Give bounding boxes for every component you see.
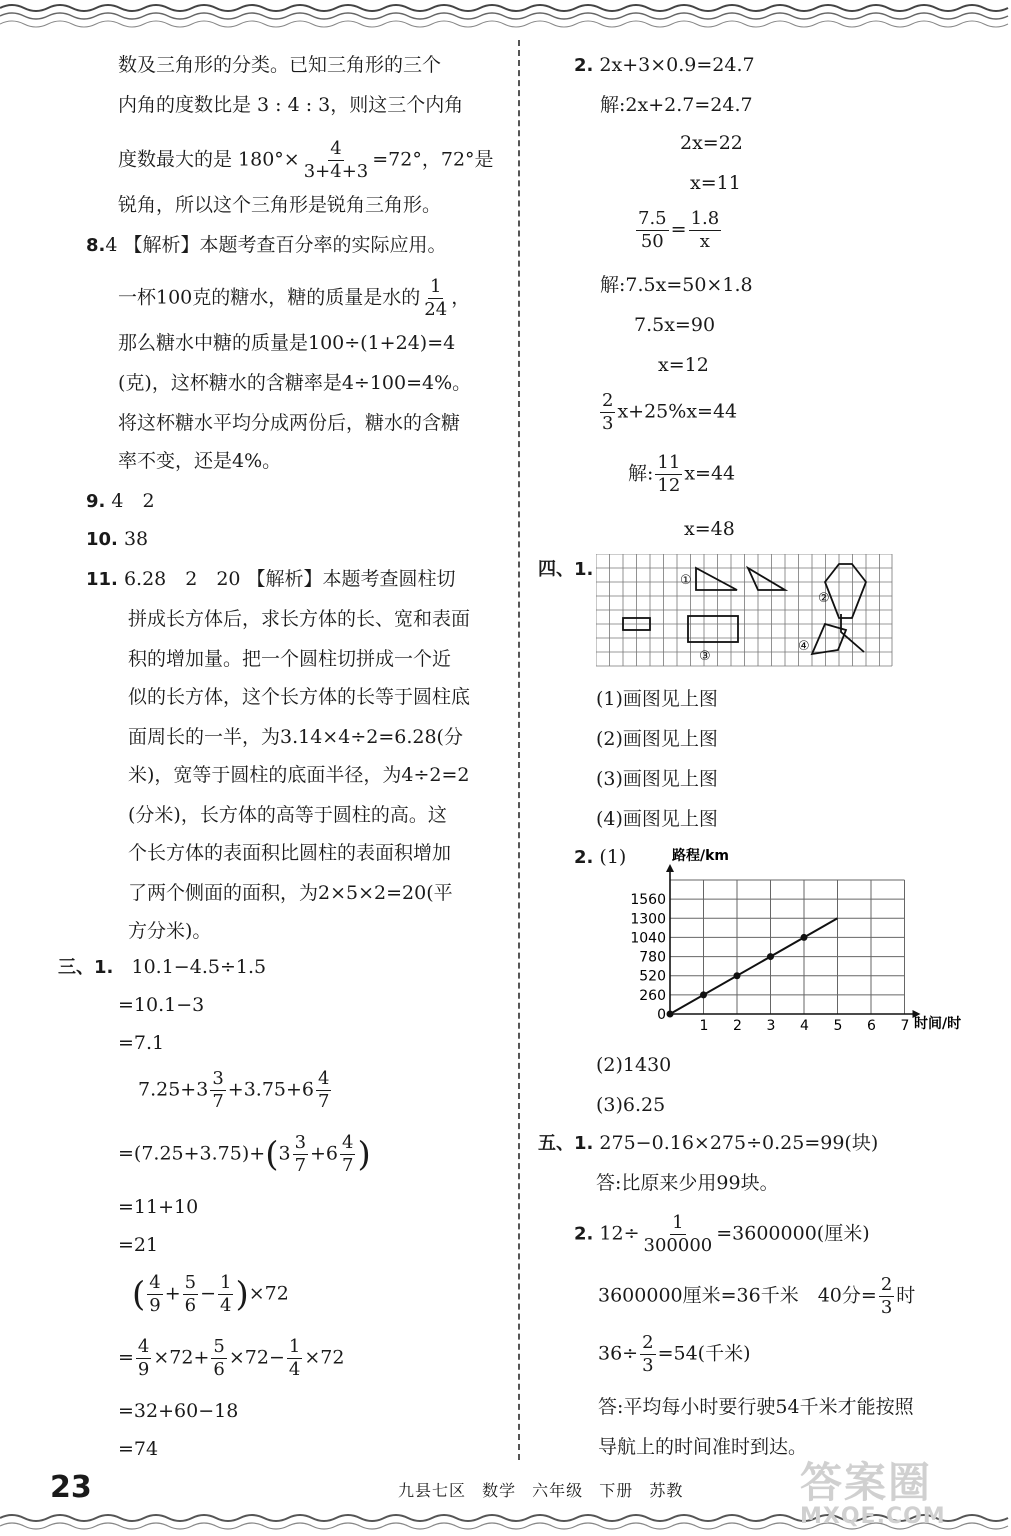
text: ，	[451, 286, 471, 309]
text: 6.28 2 20 【解析】本题考查圆柱切	[123, 568, 456, 590]
r-eq3-line-2	[628, 452, 735, 497]
q11-line-4: 似的长方体，这个长方体的长等于圆柱底	[128, 686, 471, 708]
y-tick-label: 0	[657, 1007, 666, 1023]
chart-y-label: 路程/km	[672, 848, 730, 864]
q8-line-5: 将这杯糖水平均分成两份后，糖水的含糖	[118, 412, 461, 434]
question-number: 2.	[574, 1223, 594, 1245]
denominator: 7	[294, 1155, 307, 1176]
q11-line-1	[86, 566, 456, 593]
text: ×72	[248, 1282, 289, 1305]
s5-q2-line-3	[598, 1332, 751, 1377]
q11-line-6: 米)，宽等于圆柱的底面半径，为4÷2=2	[128, 764, 470, 786]
fraction	[287, 1336, 302, 1381]
q4-2-answer-2: (2)1430	[596, 1054, 672, 1076]
numerator: 4	[330, 138, 342, 159]
denominator: 4	[220, 1295, 232, 1316]
x-tick-label: 1	[699, 1018, 709, 1034]
x-tick-label: 6	[867, 1018, 876, 1034]
text: x+25%x=44	[617, 400, 738, 423]
denominator: 12	[657, 475, 681, 496]
section-label: 五、1.	[538, 1133, 594, 1154]
triangle-2	[748, 568, 785, 590]
q11-line-2: 拼成长方体后，求长方体的长、宽和表面	[128, 608, 471, 630]
data-point	[801, 934, 808, 941]
text: ×72+	[153, 1346, 210, 1369]
fraction	[210, 1068, 225, 1113]
text: 7.25+3	[138, 1078, 209, 1101]
fraction	[636, 208, 669, 253]
text: =	[118, 1346, 134, 1369]
q9-line	[86, 488, 155, 515]
page-number: 23	[50, 1470, 92, 1505]
numerator: 4	[149, 1272, 161, 1293]
r-eq3-line-3: x=48	[684, 518, 735, 540]
text: 4 2	[111, 490, 155, 512]
s5-q2-line-2	[598, 1274, 915, 1319]
data-point	[667, 1011, 674, 1018]
x-tick-label: 4	[800, 1018, 809, 1034]
denominator: 7	[212, 1091, 224, 1112]
text: 12÷	[599, 1222, 640, 1245]
chart-x-label: 时间/时	[914, 1016, 962, 1032]
r-q2-line-4: x=11	[690, 172, 741, 194]
numerator: 5	[184, 1272, 197, 1293]
s5-q2-line-4: 答:平均每小时要行驶54千米才能按照	[598, 1396, 914, 1418]
numerator: 2	[642, 1332, 654, 1353]
top-wave-border	[0, 0, 1011, 34]
calc-2-line-2: =(7.25+3.75)+(3 $\frac{3}{7}$ +6 $\frac{4}{7}$ )	[118, 1132, 371, 1176]
footer-text: 九县七区 数学 六年级 下册 苏教	[398, 1481, 684, 1500]
text: (1)	[599, 846, 627, 868]
denominator: 4	[288, 1359, 301, 1380]
calc-2-line-4: =21	[118, 1234, 159, 1256]
text: 4 【解析】本题考查百分率的实际应用。	[105, 234, 447, 256]
r-prop-line-2: 解:7.5x=50×1.8	[600, 274, 753, 296]
numerator: 1	[430, 276, 442, 297]
numerator: 1	[288, 1336, 301, 1357]
left-line-3	[118, 138, 494, 183]
numerator: 5	[213, 1336, 225, 1357]
fraction	[879, 1274, 894, 1319]
left-line-2: 内角的度数比是 3 : 4 : 3，则这三个内角	[118, 94, 464, 116]
x-tick-label: 7	[900, 1018, 910, 1034]
denominator: 7	[342, 1155, 354, 1176]
fraction	[147, 1272, 162, 1317]
watermark-main: 答案圈	[800, 1458, 933, 1507]
y-tick-label: 260	[639, 987, 666, 1004]
text: 36÷	[598, 1342, 639, 1365]
data-point	[734, 972, 741, 979]
fraction	[136, 1336, 151, 1381]
fraction	[211, 1336, 226, 1381]
numerator: 3	[294, 1132, 307, 1153]
text: ×72−	[228, 1346, 285, 1369]
question-number: 9.	[86, 491, 106, 512]
q11-line-8: 个长方体的表面积比圆柱的表面积增加	[128, 842, 452, 864]
text: 3600000厘米=36千米 40分=	[598, 1284, 877, 1307]
denominator: 50	[640, 231, 664, 252]
fraction	[293, 1132, 308, 1177]
denominator: 7	[318, 1091, 330, 1112]
text: 2x+3×0.9=24.7	[599, 54, 755, 76]
numerator: 4	[318, 1068, 330, 1089]
drawing-answer-4: (4)画图见上图	[596, 808, 718, 830]
x-tick-label: 2	[733, 1018, 742, 1034]
q11-line-7: (分米)，长方体的高等于圆柱的高。这	[128, 804, 447, 826]
fraction	[640, 1332, 655, 1377]
text: =(7.25+3.75)+	[118, 1142, 266, 1165]
calc-1-line-2: =10.1−3	[118, 994, 205, 1016]
numerator: 2	[880, 1274, 893, 1295]
y-tick-label: 1300	[630, 911, 666, 928]
r-q2-line-3: 2x=22	[680, 132, 743, 154]
denominator: 9	[149, 1295, 161, 1316]
numerator: 1	[672, 1212, 684, 1233]
fraction	[302, 138, 371, 183]
numerator: 7.5	[638, 208, 667, 229]
calc-3-line-2	[118, 1336, 344, 1381]
r-q2-line-1	[574, 52, 755, 79]
text: 10.1−4.5÷1.5	[131, 956, 267, 978]
q8-line-4: (克)，这杯糖水的含糖率是4÷100=4%。	[118, 372, 472, 394]
text: ×72	[304, 1346, 345, 1369]
data-point	[700, 991, 707, 998]
text: 一杯100克的糖水，糖的质量是水的	[118, 286, 421, 309]
q10-line	[86, 526, 148, 553]
r-prop-line-3: 7.5x=90	[634, 314, 716, 336]
question-number: 2.	[574, 847, 594, 868]
numerator: 1	[220, 1272, 232, 1293]
question-number: 10.	[86, 529, 118, 550]
numerator: 4	[137, 1336, 150, 1357]
paren: )	[357, 1134, 371, 1175]
y-tick-label: 780	[639, 949, 666, 966]
q11-line-9: 了两个侧面的面积，为2×5×2=20(平	[128, 882, 453, 904]
r-prop-line-4: x=12	[658, 354, 709, 376]
watermark	[800, 1450, 946, 1529]
fraction	[655, 452, 682, 497]
section-label: 四、1.	[538, 559, 594, 580]
text: 38	[123, 528, 149, 550]
denominator: 24	[424, 299, 448, 320]
q11-line-3: 积的增加量。把一个圆柱切拼成一个近	[128, 648, 452, 670]
drawing-answer-2: (2)画图见上图	[596, 728, 718, 750]
grid-mark-1: ①	[680, 573, 692, 588]
grid-mark-2: ②	[818, 591, 830, 606]
denominator: 300000	[643, 1235, 713, 1256]
s5-q1-line-2: 答:比原来少用99块。	[596, 1172, 779, 1194]
data-point	[767, 953, 774, 960]
grid-lines	[596, 554, 892, 666]
y-axis-arrow	[666, 864, 674, 872]
x-tick-label: 3	[766, 1018, 776, 1034]
text: =54(千米)	[657, 1342, 751, 1365]
q8-line-2	[118, 276, 470, 321]
section-3-calc-1-line-1	[58, 954, 266, 981]
s5-q2-line-1	[574, 1212, 870, 1257]
series-line	[670, 918, 838, 1014]
question-number: 2.	[574, 55, 594, 76]
fraction	[600, 390, 615, 435]
calc-3-line-3: =32+60−18	[118, 1400, 239, 1422]
text: =	[670, 218, 687, 241]
text: 度数最大的是 180°×	[118, 148, 300, 171]
fraction	[689, 208, 722, 253]
fraction	[316, 1068, 331, 1113]
chart-series	[667, 918, 838, 1017]
q8-line-1	[86, 232, 447, 259]
denominator: x	[699, 231, 710, 252]
text: x=44	[684, 462, 736, 485]
numerator: 4	[342, 1132, 354, 1153]
fraction	[340, 1132, 355, 1177]
denominator: 6	[184, 1295, 197, 1316]
calc-3-line-4: =74	[118, 1438, 159, 1460]
column-divider	[518, 40, 520, 1460]
watermark-sub: MXQE.COM	[800, 1504, 946, 1529]
text: 275−0.16×275÷0.25=99(块)	[599, 1132, 879, 1154]
y-tick-label: 520	[639, 968, 666, 985]
fraction	[642, 1212, 715, 1257]
drawing-answer-3: (3)画图见上图	[596, 768, 718, 790]
question-number: 11.	[86, 569, 118, 590]
q4-2-answer-3: (3)6.25	[596, 1094, 666, 1116]
r-prop-line-1	[634, 208, 723, 253]
denominator: 3	[880, 1297, 893, 1318]
grid-mark-4: ④	[798, 639, 810, 654]
text: 解:	[628, 462, 654, 485]
y-tick-label: 1040	[630, 930, 666, 947]
fraction	[183, 1272, 198, 1317]
section-4-label	[538, 556, 593, 583]
s5-q1-line-1	[538, 1130, 878, 1157]
q11-line-10: 方分米)。	[128, 920, 212, 942]
left-line-1: 数及三角形的分类。已知三角形的三个	[118, 54, 442, 76]
grid-drawing	[596, 554, 894, 668]
paren: (	[265, 1134, 279, 1175]
paren: (	[132, 1274, 146, 1315]
calc-1-line-3: =7.1	[118, 1032, 165, 1054]
numerator: 11	[657, 452, 681, 473]
distance-time-chart	[600, 844, 990, 1036]
fraction	[422, 276, 449, 321]
calc-2-line-1	[138, 1068, 333, 1113]
x-tick-label: 5	[833, 1018, 843, 1034]
r-q2-line-2: 解:2x+2.7=24.7	[600, 94, 753, 116]
grid-mark-3: ③	[699, 649, 711, 664]
section-label: 三、1.	[58, 957, 114, 978]
denominator: 3	[602, 413, 614, 434]
calc-2-line-3: =11+10	[118, 1196, 199, 1218]
numerator: 1.8	[690, 208, 720, 229]
paren: )	[235, 1274, 249, 1315]
text: =3600000(厘米)	[716, 1222, 870, 1245]
r-eq3-line-1	[598, 390, 737, 435]
calc-3-line-1: ( $\frac{4}{9}$ + $\frac{5}{6}$ − $\frac{1}{4}$ )×72	[132, 1272, 289, 1316]
drawing-answer-1: (1)画图见上图	[596, 688, 718, 710]
denominator: 3	[642, 1355, 654, 1376]
numerator: 3	[212, 1068, 224, 1089]
s5-q2-line-5: 导航上的时间准时到达。	[598, 1436, 808, 1458]
q8-line-6: 率不变，还是4%。	[118, 450, 282, 472]
denominator: 6	[213, 1359, 225, 1380]
denominator: 9	[137, 1359, 150, 1380]
q8-line-3: 那么糖水中糖的质量是100÷(1+24)=4	[118, 332, 456, 354]
fraction	[218, 1272, 233, 1317]
text: +3.75+6	[227, 1078, 315, 1101]
numerator: 2	[602, 390, 614, 411]
text: 时	[896, 1284, 916, 1307]
q11-line-5: 面周长的一半，为3.14×4÷2=6.28(分	[128, 726, 463, 748]
question-number: 8.	[86, 235, 106, 256]
left-line-4: 锐角，所以这个三角形是锐角三角形。	[118, 194, 442, 216]
denominator: 3+4+3	[303, 161, 369, 182]
text: =72°，72°是	[372, 148, 494, 171]
y-tick-label: 1560	[630, 892, 666, 909]
